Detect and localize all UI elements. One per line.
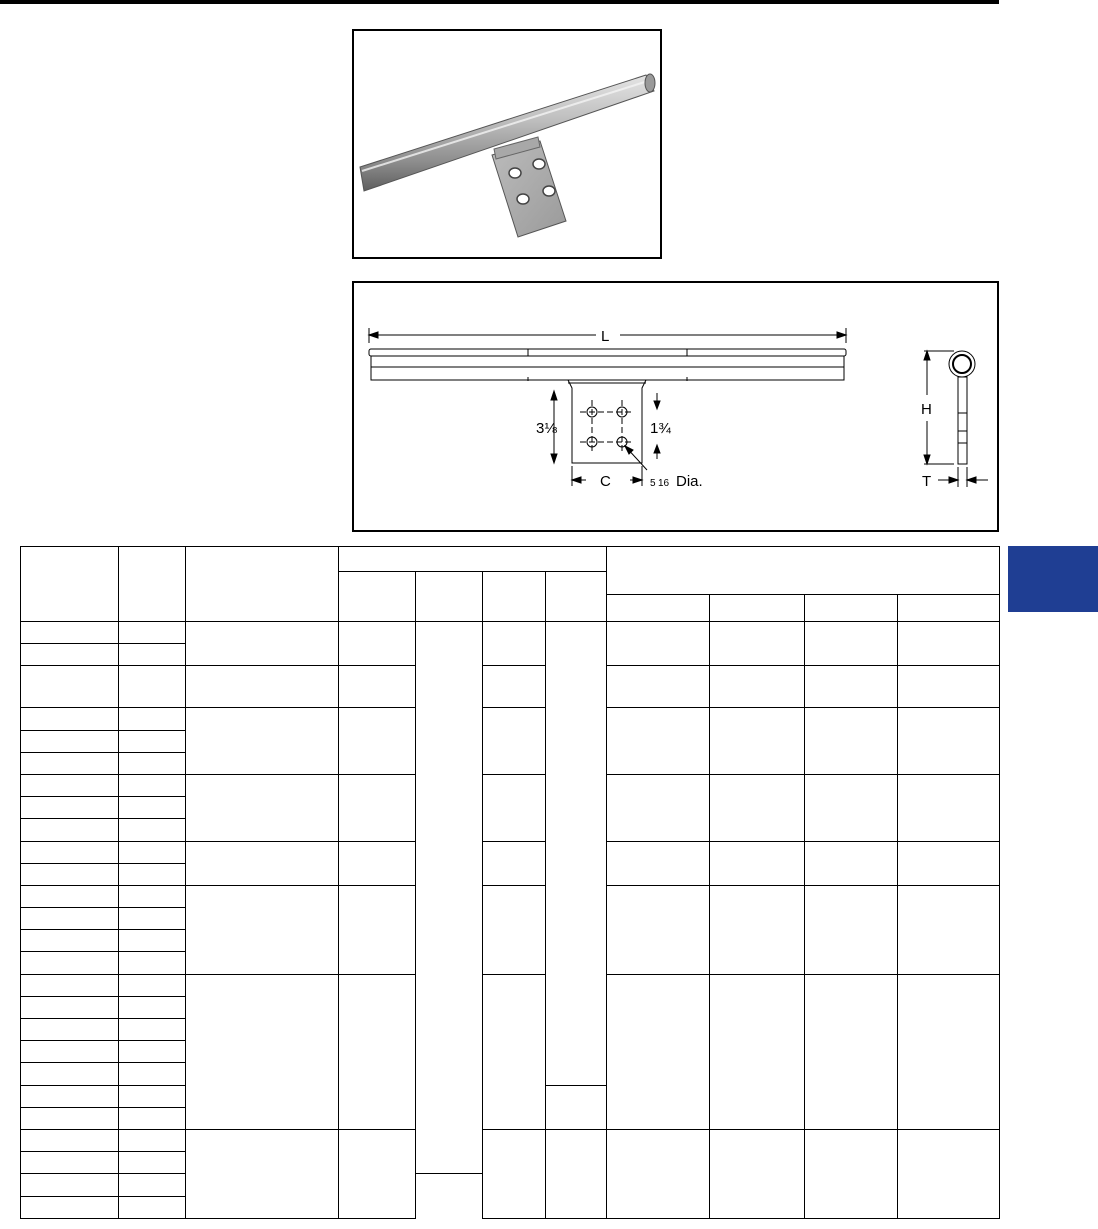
table-cell bbox=[483, 708, 546, 775]
table-cell bbox=[339, 885, 416, 974]
busbar-dimension-diagram bbox=[354, 283, 997, 530]
header-cell bbox=[898, 595, 1000, 622]
table-cell bbox=[21, 708, 119, 730]
table-cell bbox=[119, 1041, 186, 1063]
table-cell bbox=[898, 774, 1000, 841]
table-cell bbox=[898, 708, 1000, 775]
header-cell bbox=[805, 595, 898, 622]
header-cell bbox=[483, 572, 546, 622]
table-cell bbox=[416, 622, 483, 1174]
table-cell bbox=[898, 974, 1000, 1129]
table-cell bbox=[805, 885, 898, 974]
table-cell bbox=[119, 908, 186, 930]
header-group-dimensions bbox=[339, 547, 607, 572]
header-cell bbox=[339, 572, 416, 622]
table-cell bbox=[21, 841, 119, 863]
table-cell bbox=[186, 622, 339, 666]
table-cell bbox=[483, 1129, 546, 1218]
table-cell bbox=[119, 952, 186, 974]
table-cell bbox=[119, 1129, 186, 1151]
header-cell bbox=[710, 595, 805, 622]
table-cell bbox=[710, 774, 805, 841]
table-cell bbox=[119, 666, 186, 708]
table-cell bbox=[710, 841, 805, 885]
header-group-ratings bbox=[607, 547, 1000, 595]
table-cell bbox=[607, 666, 710, 708]
table-row bbox=[21, 622, 1000, 644]
height-label: H bbox=[921, 401, 932, 418]
table-cell bbox=[186, 1129, 339, 1218]
table-cell bbox=[21, 1107, 119, 1129]
table-cell bbox=[119, 1174, 186, 1196]
table-cell bbox=[483, 622, 546, 666]
header-row bbox=[21, 547, 1000, 572]
spec-table bbox=[20, 546, 1000, 1219]
table-cell bbox=[21, 774, 119, 796]
table-cell bbox=[119, 708, 186, 730]
table-cell bbox=[710, 622, 805, 666]
table-cell bbox=[710, 885, 805, 974]
table-cell bbox=[21, 1196, 119, 1218]
table-cell bbox=[186, 708, 339, 775]
table-cell bbox=[119, 644, 186, 666]
hole-dia-denominator: 16 bbox=[658, 478, 670, 489]
table-row bbox=[21, 666, 1000, 708]
table-cell bbox=[119, 797, 186, 819]
table-cell bbox=[119, 1085, 186, 1107]
table-cell bbox=[186, 774, 339, 841]
header-cell bbox=[607, 595, 710, 622]
table-cell bbox=[710, 666, 805, 708]
length-label: L bbox=[601, 328, 610, 345]
table-cell bbox=[607, 885, 710, 974]
table-cell bbox=[21, 1041, 119, 1063]
table-cell bbox=[186, 841, 339, 885]
spec-table-container bbox=[20, 546, 1000, 1219]
table-cell bbox=[607, 622, 710, 666]
table-cell bbox=[483, 666, 546, 708]
table-cell bbox=[21, 952, 119, 974]
table-cell bbox=[21, 752, 119, 774]
table-cell bbox=[21, 1085, 119, 1107]
table-cell bbox=[805, 841, 898, 885]
header-cell bbox=[186, 547, 339, 622]
table-cell bbox=[21, 1063, 119, 1085]
table-cell bbox=[898, 622, 1000, 666]
table-cell bbox=[21, 1129, 119, 1151]
table-cell bbox=[607, 708, 710, 775]
table-cell bbox=[119, 1063, 186, 1085]
table-cell bbox=[119, 774, 186, 796]
table-cell bbox=[339, 666, 416, 708]
table-cell bbox=[119, 730, 186, 752]
table-cell bbox=[119, 622, 186, 644]
table-cell bbox=[546, 622, 607, 1086]
hole-dia-numerator: 5 bbox=[650, 478, 656, 489]
table-cell bbox=[119, 1019, 186, 1041]
table-cell bbox=[119, 974, 186, 996]
table-cell bbox=[483, 885, 546, 974]
table-cell bbox=[805, 666, 898, 708]
table-row bbox=[21, 774, 1000, 796]
table-row bbox=[21, 885, 1000, 907]
section-tab bbox=[1008, 546, 1098, 612]
table-cell bbox=[21, 1174, 119, 1196]
dimension-drawing bbox=[352, 281, 999, 532]
table-cell bbox=[186, 974, 339, 1129]
table-cell bbox=[21, 863, 119, 885]
header-cell bbox=[546, 572, 607, 622]
table-cell bbox=[186, 885, 339, 974]
table-cell bbox=[119, 1152, 186, 1174]
table-cell bbox=[805, 1129, 898, 1218]
table-cell bbox=[805, 708, 898, 775]
table-cell bbox=[21, 819, 119, 841]
table-cell bbox=[607, 974, 710, 1129]
table-cell bbox=[119, 996, 186, 1018]
table-cell bbox=[21, 1152, 119, 1174]
table-cell bbox=[339, 974, 416, 1129]
table-cell bbox=[21, 730, 119, 752]
table-cell bbox=[119, 819, 186, 841]
table-cell bbox=[483, 841, 546, 885]
table-cell bbox=[21, 644, 119, 666]
table-cell bbox=[339, 708, 416, 775]
table-cell bbox=[119, 1107, 186, 1129]
table-cell bbox=[898, 666, 1000, 708]
table-cell bbox=[898, 885, 1000, 974]
table-cell bbox=[21, 930, 119, 952]
table-cell bbox=[21, 622, 119, 644]
table-cell bbox=[339, 1129, 416, 1218]
table-cell bbox=[339, 622, 416, 666]
table-cell bbox=[607, 1129, 710, 1218]
table-cell bbox=[607, 841, 710, 885]
hole-spacing-label: 1¾ bbox=[650, 420, 671, 437]
thickness-label: T bbox=[922, 473, 932, 490]
table-cell bbox=[119, 930, 186, 952]
table-cell bbox=[119, 885, 186, 907]
table-cell bbox=[710, 708, 805, 775]
table-cell bbox=[710, 974, 805, 1129]
c-label: C bbox=[600, 473, 611, 490]
table-cell bbox=[186, 666, 339, 708]
table-row bbox=[21, 841, 1000, 863]
table-cell bbox=[21, 666, 119, 708]
table-cell bbox=[898, 841, 1000, 885]
table-cell bbox=[119, 1196, 186, 1218]
table-cell bbox=[21, 1019, 119, 1041]
table-cell bbox=[21, 974, 119, 996]
table-row bbox=[21, 1129, 1000, 1151]
table-cell bbox=[710, 1129, 805, 1218]
table-row bbox=[21, 974, 1000, 996]
table-cell bbox=[21, 908, 119, 930]
table-cell bbox=[898, 1129, 1000, 1218]
table-cell bbox=[483, 774, 546, 841]
table-cell bbox=[21, 797, 119, 819]
table-cell bbox=[339, 841, 416, 885]
busbar-photo-illustration bbox=[354, 31, 660, 257]
top-rule bbox=[0, 0, 999, 4]
table-cell bbox=[805, 974, 898, 1129]
table-cell bbox=[119, 841, 186, 863]
table-cell bbox=[119, 752, 186, 774]
hole-dia-suffix: Dia. bbox=[676, 473, 703, 490]
table-cell bbox=[805, 622, 898, 666]
header-cell bbox=[416, 572, 483, 622]
table-cell bbox=[546, 1129, 607, 1218]
table-cell bbox=[21, 996, 119, 1018]
pad-height-label: 3⅛ bbox=[536, 420, 557, 437]
header-cell bbox=[21, 547, 119, 622]
table-cell bbox=[339, 774, 416, 841]
table-cell bbox=[119, 863, 186, 885]
table-cell bbox=[483, 974, 546, 1129]
table-cell bbox=[805, 774, 898, 841]
table-row bbox=[21, 708, 1000, 730]
table-cell bbox=[607, 774, 710, 841]
product-photo bbox=[352, 29, 662, 259]
header-cell bbox=[119, 547, 186, 622]
table-cell bbox=[21, 885, 119, 907]
